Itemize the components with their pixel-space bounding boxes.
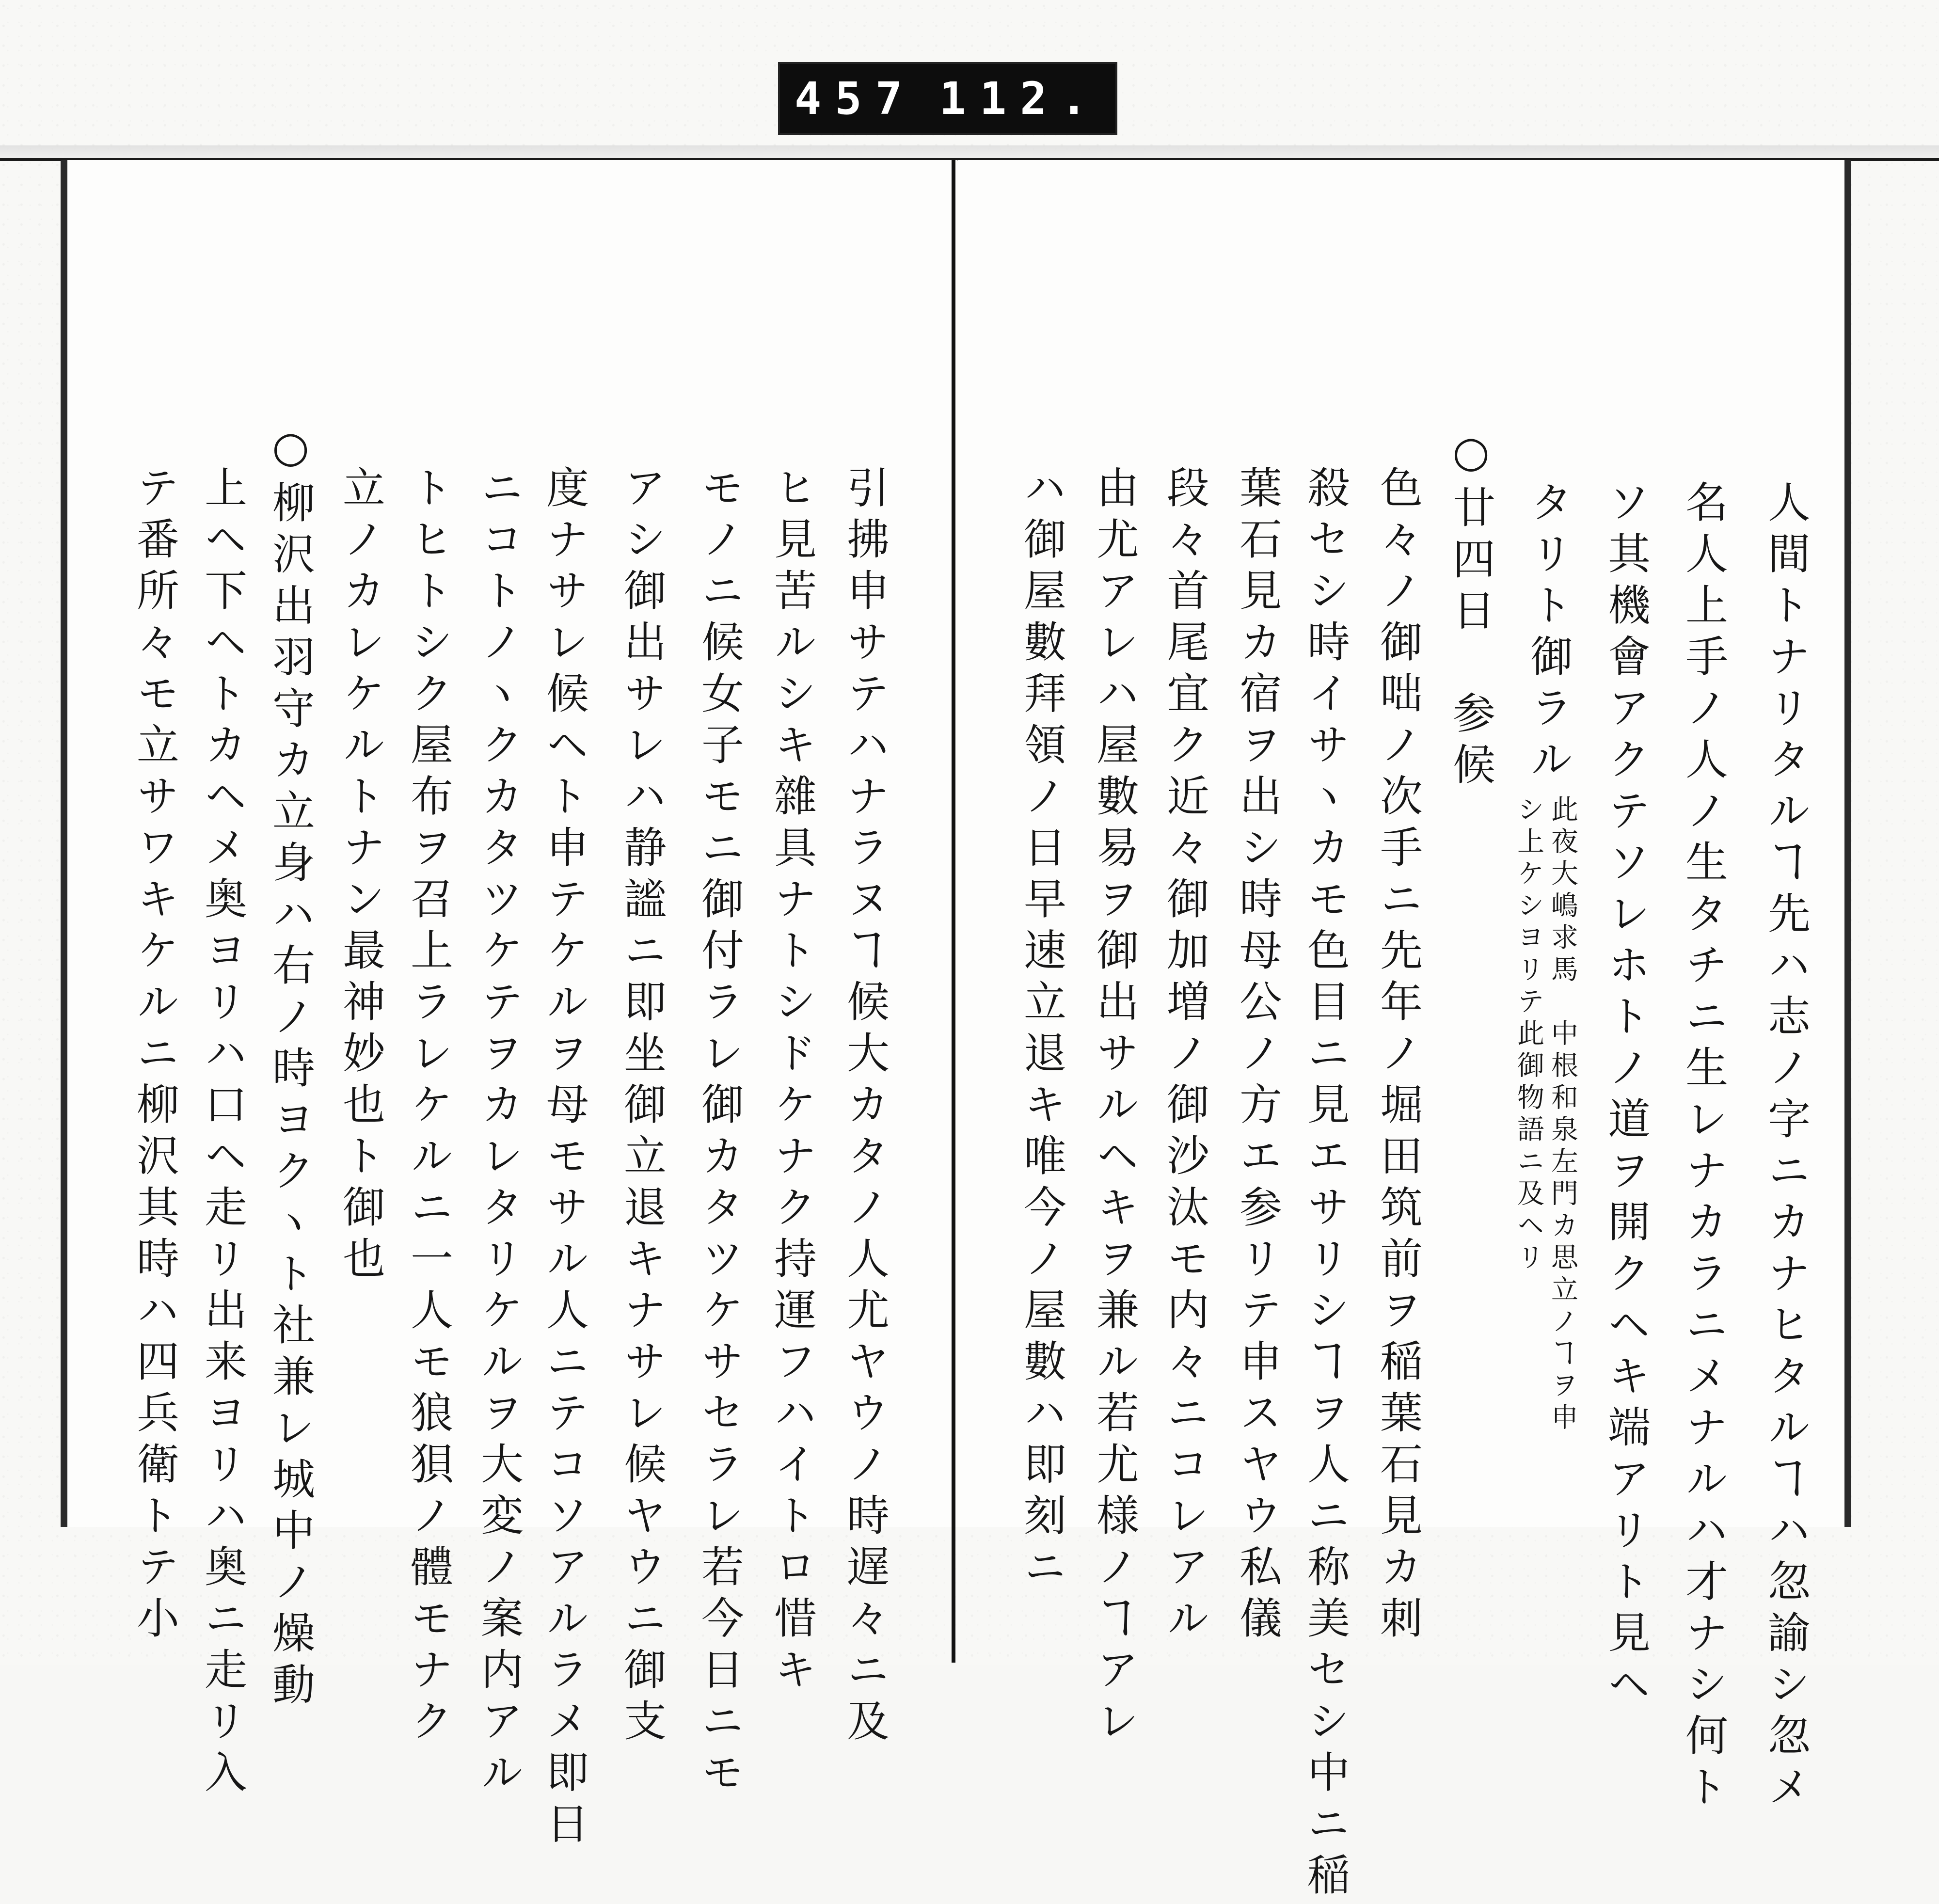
- right-col-7: 殺セシ時イサヽカモ色目ニ見エサリシヿヲ人ニ称美セシ中ニ稲: [1301, 465, 1351, 1904]
- right-col-3: ソ其機會アクテソレホトノ道ヲ開クヘキ端アリト見ヘ: [1601, 480, 1651, 1713]
- left-col-4: アシ御出サレハ静謐ニ即坐御立退キナサレ候ヤウニ御支: [617, 465, 667, 1750]
- right-col-11: ハ御屋數拜領ノ日早速立退キ唯今ノ屋數ハ即刻ニ: [1017, 465, 1067, 1596]
- left-col-2: ヒ見苦ルシキ雜具ナトシドケナク持運フハイトロ惜キ: [767, 465, 817, 1698]
- right-col-2: 名人上手ノ人ノ生タチニ生レナカラニメナルハ才ナシ何ト: [1679, 480, 1729, 1816]
- right-col-9: 段々首尾宜ク近々御加増ノ御沙汰モ内々ニコレアル: [1160, 465, 1210, 1647]
- right-col-1: 人間トナリタルヿ先ハ志ノ字ニカナヒタルヿハ忽諭シ忽メ: [1761, 480, 1811, 1816]
- left-col-1: 引拂申サテハナラヌヿ候大カタノ人尤ヤウノ時遅々ニ及: [840, 465, 890, 1750]
- right-col-5-date: ○廿四日 参候: [1446, 427, 1496, 793]
- left-col-9: ○柳沢出羽守カ立身ハ右ノ時ヨクヽト社兼レ城中ノ燥動: [266, 422, 316, 1714]
- volume-number: 457: [795, 72, 916, 125]
- book-spine: [952, 160, 955, 1663]
- right-note-2: シ上ケシヨリテ此御物語ニ及ヘリ: [1513, 795, 1544, 1275]
- left-col-7: トヒトシク屋布ヲ召上ラレケルニ一人モ狼狽ノ體モナク: [404, 465, 454, 1750]
- right-col-10: 由尤アレハ屋數易ヲ御出サルヘキヲ兼ル若尤様ノヿアレ: [1090, 465, 1140, 1750]
- right-note-1: 此夜大嶋求馬 中根和泉左門カ思立ノヿヲ申: [1547, 795, 1578, 1435]
- left-col-10: 上ヘ下ヘトカヘメ奥ヨリハ口ヘ走リ出来ヨリハ奥ニ走リ入: [198, 465, 248, 1801]
- left-col-8: 立ノカレケルトナン最神妙也ト御也: [336, 465, 386, 1287]
- catalog-label: [778, 62, 1117, 135]
- left-col-6: ニコトノヽクカタツケテヲカレタリケルヲ大変ノ案内アル: [474, 465, 524, 1801]
- left-col-3: モノニ候女子モニ御付ラレ御カタツケサセラレ若今日ニモ: [695, 465, 745, 1801]
- left-col-11: テ番所々モ立サワキケルニ柳沢其時ハ四兵衛トテ小: [130, 465, 180, 1647]
- right-col-6: 色々ノ御咄ノ次手ニ先年ノ堀田筑前ヲ稲葉石見カ刺: [1373, 465, 1423, 1647]
- left-col-5: 度ナサレ候ヘト申テケルヲ母モサル人ニテコソアルラメ即日: [540, 465, 589, 1853]
- right-col-4: タリト御ラル: [1524, 480, 1573, 788]
- right-col-8: 葉石見カ宿ヲ出シ時母公ノ方エ参リテ申スヤウ私儀: [1233, 465, 1283, 1647]
- item-number: 112.: [939, 72, 1101, 125]
